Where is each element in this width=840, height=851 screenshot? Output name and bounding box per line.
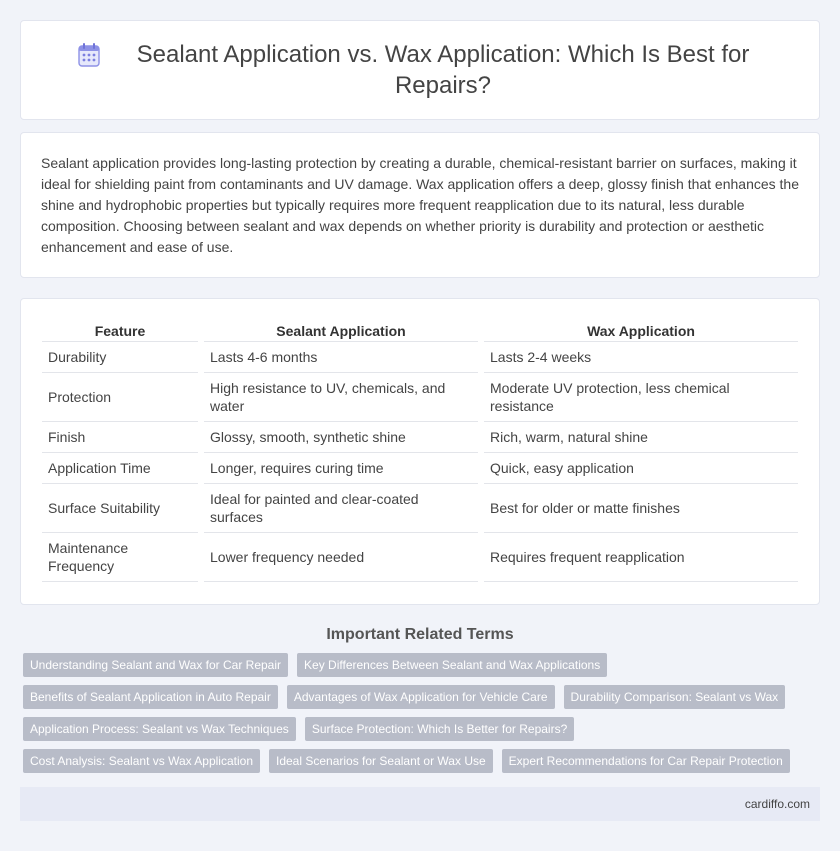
table-cell-wax: Lasts 2-4 weeks: [484, 342, 798, 373]
table-cell-feature: Surface Suitability: [42, 484, 198, 533]
table-cell-sealant: Glossy, smooth, synthetic shine: [204, 422, 478, 453]
table-cell-sealant: Lasts 4-6 months: [204, 342, 478, 373]
table-cell-feature: Protection: [42, 373, 198, 422]
footer: [20, 787, 820, 821]
title-wrap: [77, 39, 763, 101]
title-card: [20, 20, 820, 120]
intro-paragraph: Sealant application provides long-lasting protection by creating a durable, chemical-resistant barrier on surfaces, making it ideal for shielding paint from contaminants and UV damage. Wax application offers a deep, glossy finish that enhances the shine and hydrophobic properties but typically requires more frequent reapplication due to its natural, less durable composition. Choosing between sealant and wax depends on whether priority is durability and protection or aesthetic enhancement and ease of use.: [41, 155, 800, 255]
related-tag[interactable]: Ideal Scenarios for Sealant or Wax Use: [269, 749, 493, 773]
intro-card: [20, 132, 820, 278]
comparison-table: [36, 319, 804, 582]
table-cell-feature: Maintenance Frequency: [42, 533, 198, 582]
table-cell-sealant: Lower frequency needed: [204, 533, 478, 582]
table-cell-wax: Quick, easy application: [484, 453, 798, 484]
table-cell-sealant: Ideal for painted and clear-coated surfaces: [204, 484, 478, 533]
related-tag[interactable]: Application Process: Sealant vs Wax Techniques: [23, 717, 296, 741]
table-row: [42, 373, 798, 422]
table-header-feature: Feature: [42, 319, 198, 342]
table-cell-sealant: Longer, requires curing time: [204, 453, 478, 484]
related-terms-title: Important Related Terms: [326, 626, 514, 643]
related-tag[interactable]: Advantages of Wax Application for Vehicle Care: [287, 685, 555, 709]
related-tag[interactable]: Understanding Sealant and Wax for Car Repair: [23, 653, 288, 677]
table-cell-sealant: High resistance to UV, chemicals, and water: [204, 373, 478, 422]
related-tag[interactable]: Benefits of Sealant Application in Auto Repair: [23, 685, 278, 709]
table-header-row: [42, 319, 798, 342]
table-cell-wax: Best for older or matte finishes: [484, 484, 798, 533]
related-tag[interactable]: Surface Protection: Which Is Better for Repairs?: [305, 717, 574, 741]
table-cell-wax: Moderate UV protection, less chemical resistance: [484, 373, 798, 422]
footer-site-link[interactable]: cardiffo.com: [744, 797, 810, 811]
table-cell-wax: Rich, warm, natural shine: [484, 422, 798, 453]
table-cell-wax: Requires frequent reapplication: [484, 533, 798, 582]
table-header-wax: Wax Application: [484, 319, 798, 342]
related-tag[interactable]: Cost Analysis: Sealant vs Wax Application: [23, 749, 260, 773]
calendar-icon: [77, 42, 101, 68]
table-row: [42, 484, 798, 533]
page-title: Sealant Application vs. Wax Application: Which Is Best for Repairs?: [136, 41, 750, 99]
related-tag[interactable]: Key Differences Between Sealant and Wax Applications: [297, 653, 607, 677]
table-row: [42, 342, 798, 373]
comparison-table-card: [20, 298, 820, 605]
table-header-sealant: Sealant Application: [204, 319, 478, 342]
related-tag[interactable]: Durability Comparison: Sealant vs Wax: [564, 685, 786, 709]
table-cell-feature: Durability: [42, 342, 198, 373]
related-tag[interactable]: Expert Recommendations for Car Repair Protection: [502, 749, 790, 773]
table-cell-feature: Application Time: [42, 453, 198, 484]
table-cell-feature: Finish: [42, 422, 198, 453]
table-row: [42, 422, 798, 453]
related-terms-tags: [23, 653, 820, 773]
table-row: [42, 453, 798, 484]
table-row: [42, 533, 798, 582]
